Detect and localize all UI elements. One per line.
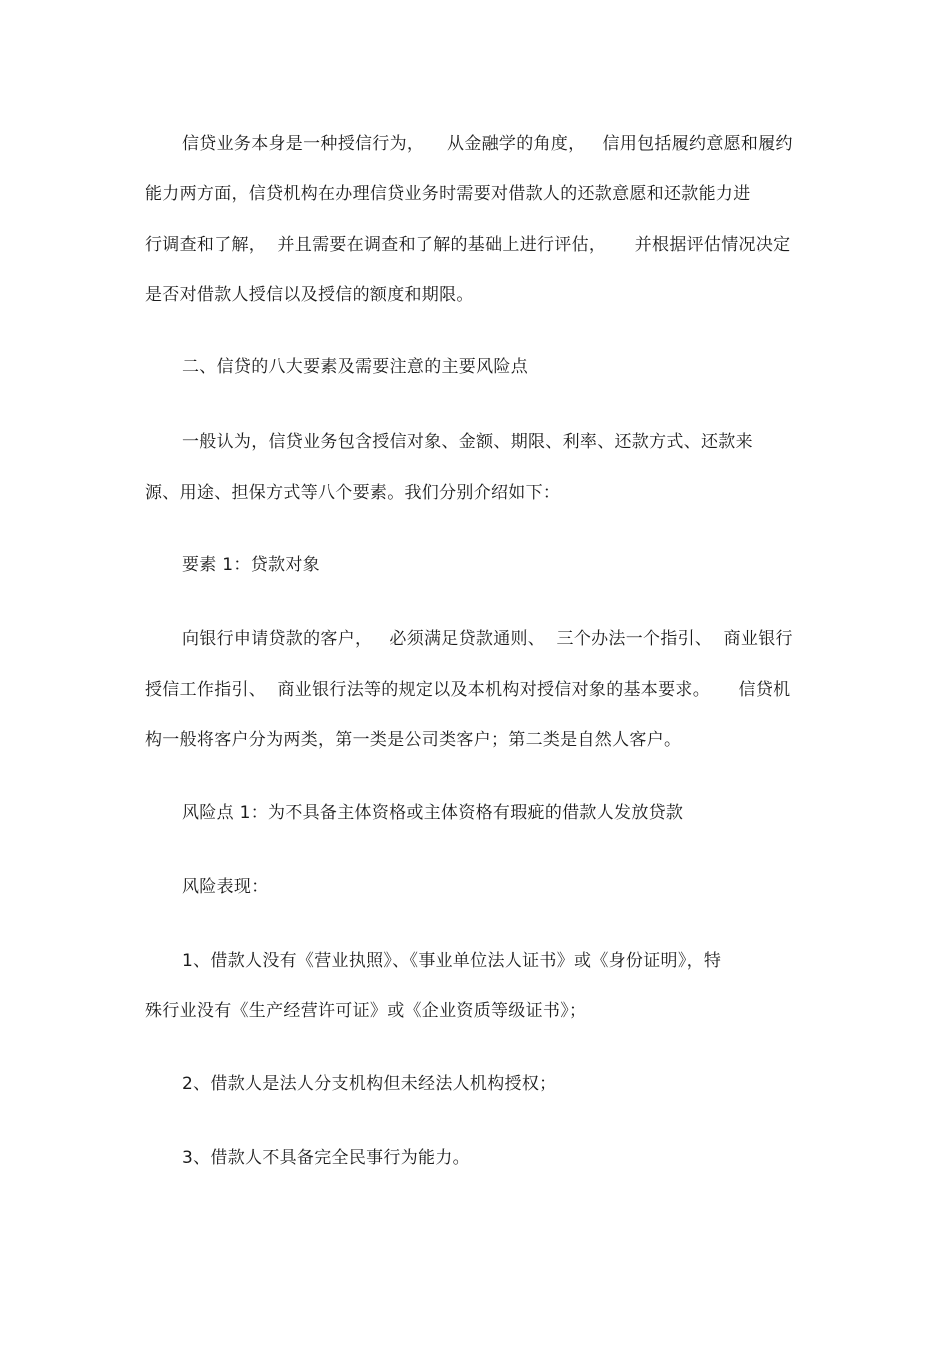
- paragraph-3-line-2: 授信工作指引、 商业银行法等的规定以及本机构对授信对象的基本要求。 信贷机: [145, 680, 791, 700]
- risk-point-1-heading: 风险点 1：为不具备主体资格或主体资格有瑕疵的借款人发放贷款: [182, 803, 684, 823]
- paragraph-1-line-3: 行调查和了解， 并且需要在调查和了解的基础上进行评估， 并根据评估情况决定: [145, 235, 791, 255]
- risk-item-2: 2、借款人是法人分支机构但未经法人机构授权；: [182, 1074, 557, 1094]
- risk-item-1-line-2: 殊行业没有《生产经营许可证》或《企业资质等级证书》；: [145, 1001, 587, 1021]
- paragraph-1-line-2: 能力两方面，信贷机构在办理信贷业务时需要对借款人的还款意愿和还款能力进: [145, 184, 751, 204]
- element-1-heading: 要素 1：贷款对象: [182, 555, 320, 575]
- paragraph-1-line-1: 信贷业务本身是一种授信行为， 从金融学的角度， 信用包括履约意愿和履约: [182, 134, 793, 154]
- risk-item-1-line-1: 1、借款人没有《营业执照》、《事业单位法人证书》或《身份证明》，特: [182, 951, 722, 971]
- risk-item-3: 3、借款人不具备完全民事行为能力。: [182, 1148, 470, 1168]
- risk-manifestation-label: 风险表现：: [182, 877, 269, 897]
- paragraph-1-line-4: 是否对借款人授信以及授信的额度和期限。: [145, 285, 474, 305]
- paragraph-3-line-3: 构一般将客户分为两类，第一类是公司类客户；第二类是自然人客户。: [145, 730, 682, 750]
- section-heading: 二、信贷的八大要素及需要注意的主要风险点: [182, 357, 528, 377]
- paragraph-2-line-1: 一般认为，信贷业务包含授信对象、金额、期限、利率、还款方式、还款来: [182, 432, 753, 452]
- paragraph-2-line-2: 源、用途、担保方式等八个要素。我们分别介绍如下：: [145, 483, 561, 503]
- paragraph-3-line-1: 向银行申请贷款的客户， 必须满足贷款通则、 三个办法一个指引、 商业银行: [182, 629, 793, 649]
